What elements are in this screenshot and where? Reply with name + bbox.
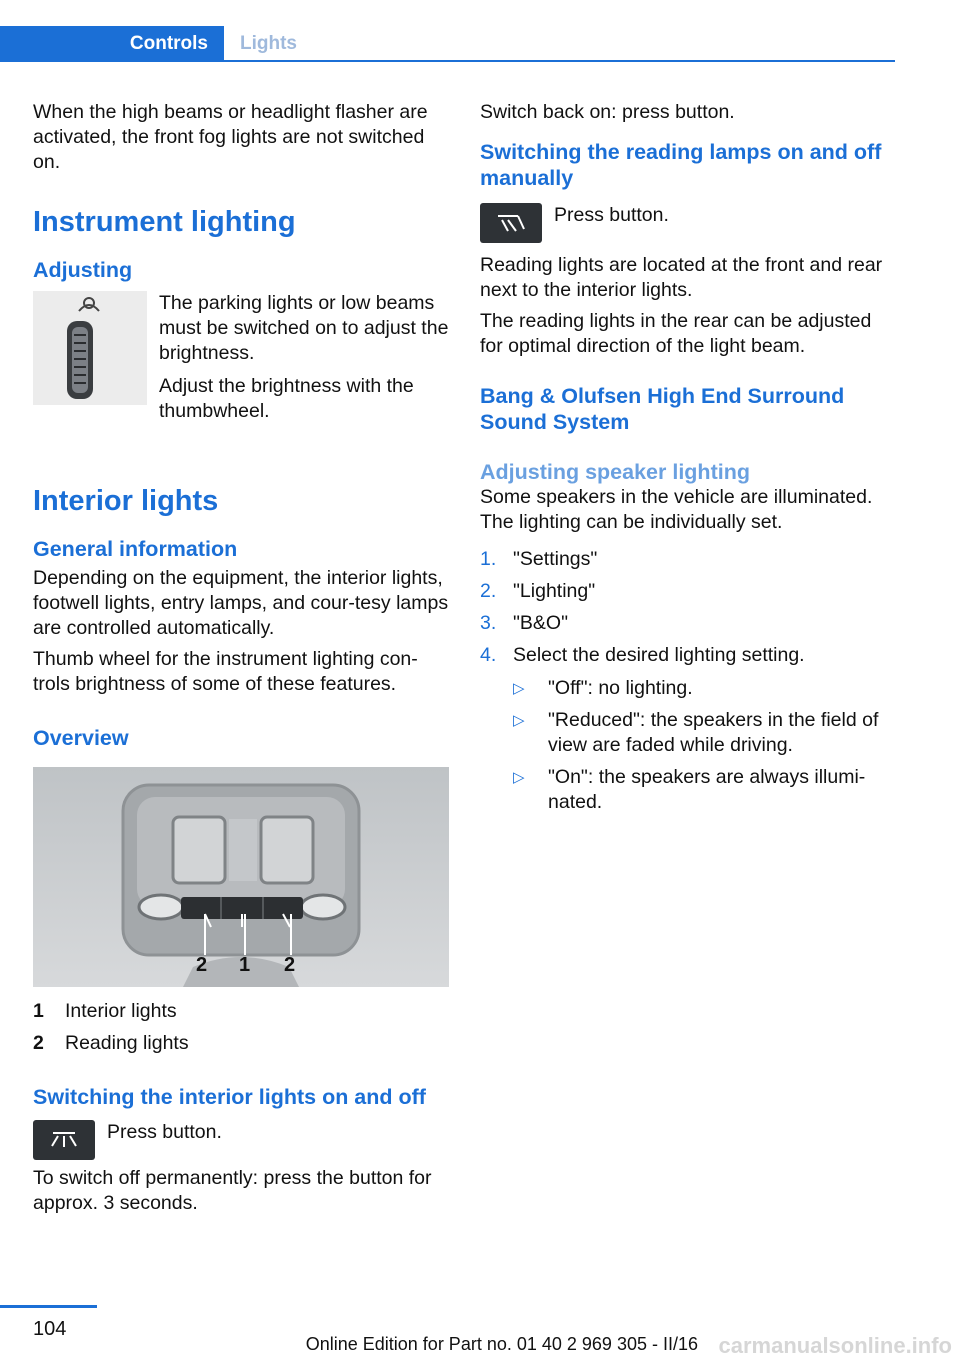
general-paragraph-1: Depending on the equipment, the interior lights, footwell lights, entry lamps, and cour‐tesy lamps are controlled automatically. (33, 567, 449, 639)
list-item (513, 765, 892, 815)
general-paragraph-2: Thumb wheel for the instrument lighting con‐trols brightness of some of these features. (33, 648, 418, 695)
photo-label-right: 2 (284, 954, 296, 976)
left-column (33, 100, 449, 1226)
photo-label-left: 2 (196, 954, 208, 976)
steps-list (480, 547, 892, 822)
overhead-console-photo (33, 767, 449, 987)
step-text: "B&O" (513, 612, 569, 634)
triangle-bullet-icon: ▷ (513, 680, 525, 697)
heading-overview: Overview (33, 726, 129, 750)
heading-adjusting: Adjusting (33, 258, 133, 282)
triangle-bullet-icon: ▷ (513, 712, 525, 729)
step-number: 2. (480, 580, 497, 602)
legend-item (33, 1031, 449, 1056)
step-number: 1. (480, 548, 497, 570)
step-text: "Settings" (513, 548, 598, 570)
triangle-bullet-icon: ▷ (513, 769, 525, 786)
legend-text: Reading lights (65, 1032, 189, 1054)
right-column (480, 100, 892, 829)
option-text: "Off": no lighting. (548, 677, 693, 699)
legend-number: 2 (33, 1032, 44, 1054)
interior-button-block (33, 1120, 449, 1160)
tab-lights[interactable] (240, 26, 297, 62)
list-item (480, 611, 892, 636)
heading-switching-reading: Switching the reading lamps on and off manually (480, 140, 882, 190)
reading-press-button: Press button. (554, 204, 669, 226)
footer-line (0, 1305, 97, 1308)
photo-label-center: 1 (239, 954, 251, 976)
interior-light-button-image (33, 1120, 95, 1160)
fog-light-note: When the high beams or headlight flasher are activated, the front fog lights are not switched on. (33, 101, 428, 173)
reading-paragraph-2: The reading lights in the rear can be adjusted for optimal direction of the light beam. (480, 310, 872, 357)
page-number: 104 (33, 1318, 67, 1340)
edition-text: Online Edition for Part no. 01 40 2 969 305 - II/16 (305, 1334, 698, 1354)
heading-interior-lights: Interior lights (33, 485, 219, 517)
tab-controls-label: Controls (129, 33, 208, 54)
adjust-block (33, 291, 449, 432)
adjust-paragraph-2: Adjust the brightness with the thumbwheel. (159, 375, 414, 422)
switch-off-note: To switch off permanently: press the button for approx. 3 seconds. (33, 1167, 432, 1214)
heading-speaker-lighting: Adjusting speaker lighting (480, 460, 750, 484)
step-number: 3. (480, 612, 497, 634)
thumbwheel-image (33, 291, 147, 405)
list-item (513, 708, 892, 758)
interior-press-button: Press button. (107, 1121, 222, 1143)
legend-item (33, 999, 449, 1024)
list-item (480, 579, 892, 604)
step-text: Select the desired lighting setting. (513, 644, 805, 666)
heading-instrument-lighting: Instrument lighting (33, 206, 296, 238)
tab-lights-label: Lights (240, 33, 297, 54)
overview-legend (33, 999, 449, 1056)
adjust-paragraph-1: The parking lights or low beams must be switched on to adjust the brightness. (159, 292, 449, 364)
list-item (480, 643, 892, 822)
heading-switching-interior: Switching the interior lights on and off (33, 1085, 426, 1109)
step-number: 4. (480, 644, 497, 666)
legend-text: Interior lights (65, 1000, 177, 1022)
list-item (513, 676, 892, 701)
list-item (480, 547, 892, 572)
tab-controls[interactable] (0, 26, 224, 62)
speaker-paragraph: Some speakers in the vehicle are illuminated. The lighting can be individually set. (480, 486, 873, 533)
option-text: "Reduced": the speakers in the field of view are faded while driving. (548, 709, 879, 756)
switch-back-note: Switch back on: press button. (480, 101, 735, 123)
heading-general-information: General information (33, 537, 238, 561)
reading-light-button-image (480, 203, 542, 243)
reading-paragraph-1: Reading lights are located at the front and rear next to the interior lights. (480, 254, 883, 301)
reading-button-block (480, 203, 892, 243)
heading-bang-olufsen: Bang & Olufsen High End Surround Sound System (480, 384, 845, 434)
watermark: carmanualsonline.info (718, 1333, 952, 1358)
options-list (513, 676, 892, 815)
legend-number: 1 (33, 1000, 44, 1022)
step-text: "Lighting" (513, 580, 596, 602)
option-text: "On": the speakers are always illumi‐nated. (548, 766, 866, 813)
adjust-text (159, 291, 449, 432)
